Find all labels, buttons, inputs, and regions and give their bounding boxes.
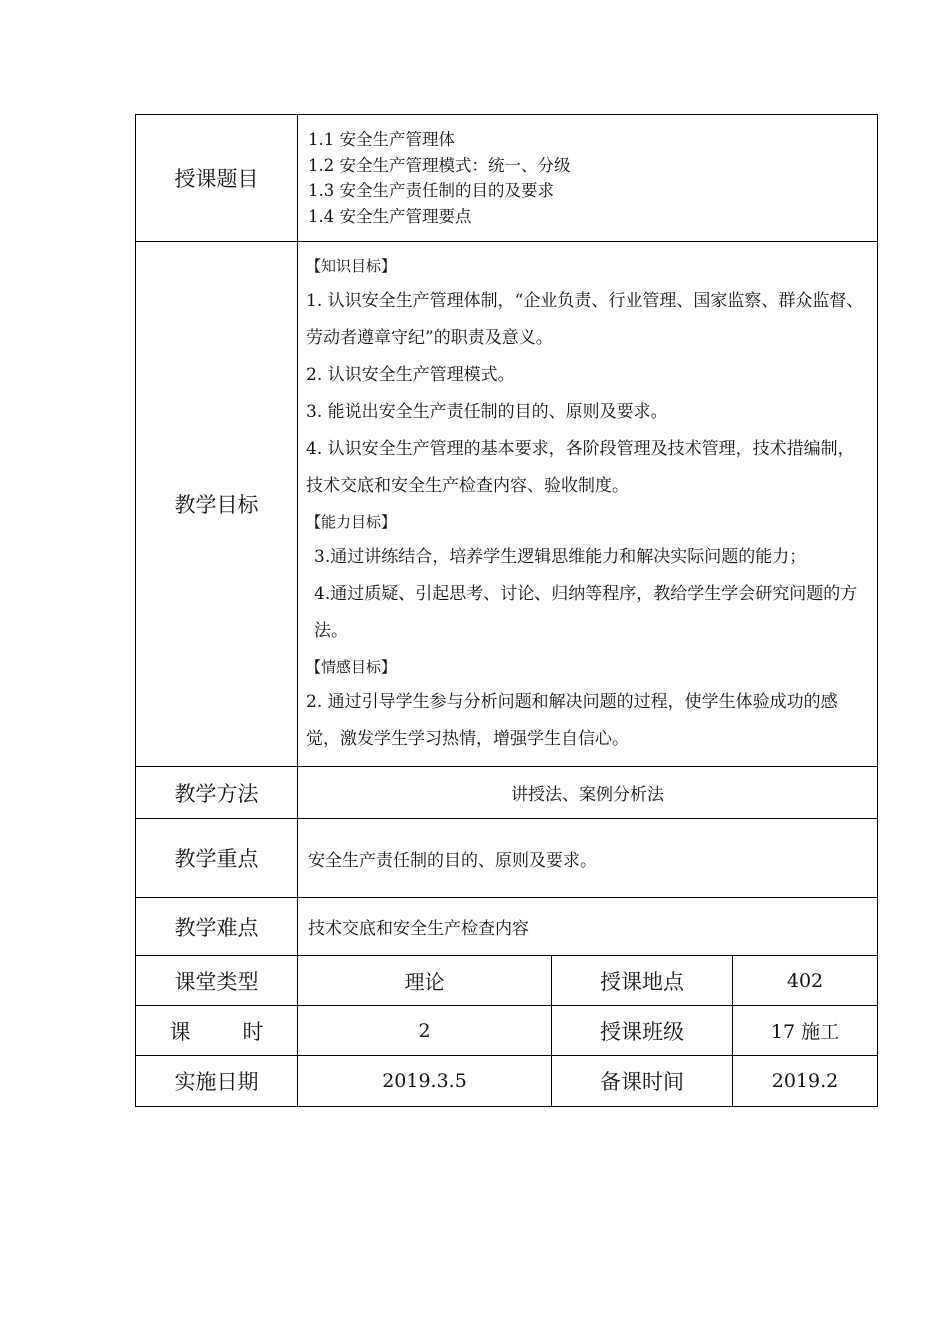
hours-row bbox=[136, 1006, 878, 1056]
topic-item: 1.4 安全生产管理要点 bbox=[308, 206, 472, 226]
difficulty-label: 教学难点 bbox=[136, 898, 298, 956]
difficulty-row bbox=[136, 898, 878, 956]
ability-goal-item: 3.通过讲练结合，培养学生逻辑思维能力和解决实际问题的能力； bbox=[314, 546, 807, 567]
date-label: 实施日期 bbox=[136, 1056, 298, 1107]
emotion-goal-heading: 【情感目标】 bbox=[306, 657, 397, 676]
difficulty-value: 技术交底和安全生产检查内容 bbox=[298, 898, 878, 956]
class-type-value: 理论 bbox=[298, 956, 552, 1006]
topic-item: 1.2 安全生产管理模式：统一、分级 bbox=[308, 155, 571, 175]
class-group-label: 授课班级 bbox=[552, 1006, 733, 1056]
hours-value: 2 bbox=[298, 1006, 552, 1056]
hours-label-char: 时 bbox=[242, 1019, 264, 1044]
method-row bbox=[136, 767, 878, 819]
key-point-label: 教学重点 bbox=[136, 819, 298, 898]
knowledge-goal-heading: 【知识目标】 bbox=[306, 256, 397, 275]
key-point-value: 安全生产责任制的目的、原则及要求。 bbox=[298, 819, 878, 898]
goals-row bbox=[136, 242, 878, 767]
hours-label-char: 课 bbox=[169, 1019, 191, 1044]
topic-list bbox=[298, 115, 878, 242]
knowledge-goal-item: 2. 认识安全生产管理模式。 bbox=[306, 364, 515, 385]
knowledge-goal-item: 1. 认识安全生产管理体制，“企业负责、行业管理、国家监察、群众监督、劳动者遵章守纪”的职责及意义。 bbox=[306, 290, 864, 348]
lesson-plan-table bbox=[135, 114, 878, 1107]
key-point-row bbox=[136, 819, 878, 898]
location-value: 402 bbox=[733, 956, 878, 1006]
date-row bbox=[136, 1056, 878, 1107]
goals-label: 教学目标 bbox=[136, 242, 298, 767]
topic-item: 1.1 安全生产管理体 bbox=[308, 130, 455, 149]
class-type-row bbox=[136, 956, 878, 1006]
date-value: 2019.3.5 bbox=[298, 1056, 552, 1107]
ability-goal-heading: 【能力目标】 bbox=[306, 512, 397, 531]
topic-item: 1.3 安全生产责任制的目的及要求 bbox=[308, 181, 554, 200]
class-group-value: 17 施工 bbox=[733, 1006, 878, 1056]
prep-time-value: 2019.2 bbox=[733, 1056, 878, 1107]
topic-label: 授课题目 bbox=[136, 115, 298, 242]
goals-content bbox=[298, 242, 878, 767]
class-type-label: 课堂类型 bbox=[136, 956, 298, 1006]
emotion-goal-item: 2. 通过引导学生参与分析问题和解决问题的过程，使学生体验成功的感觉，激发学生学习热情，增强学生自信心。 bbox=[306, 691, 838, 749]
prep-time-label: 备课时间 bbox=[552, 1056, 733, 1107]
hours-label bbox=[136, 1006, 298, 1056]
method-label: 教学方法 bbox=[136, 767, 298, 819]
topic-row bbox=[136, 115, 878, 242]
location-label: 授课地点 bbox=[552, 956, 733, 1006]
method-value: 讲授法、案例分析法 bbox=[298, 767, 878, 819]
ability-goal-item: 4.通过质疑、引起思考、讨论、归纳等程序，教给学生学会研究问题的方法。 bbox=[314, 583, 858, 641]
knowledge-goal-item: 4. 认识安全生产管理的基本要求，各阶段管理及技术管理，技术措编制，技术交底和安全生产检查内容、验收制度。 bbox=[306, 438, 855, 496]
knowledge-goal-item: 3. 能说出安全生产责任制的目的、原则及要求。 bbox=[306, 401, 668, 422]
